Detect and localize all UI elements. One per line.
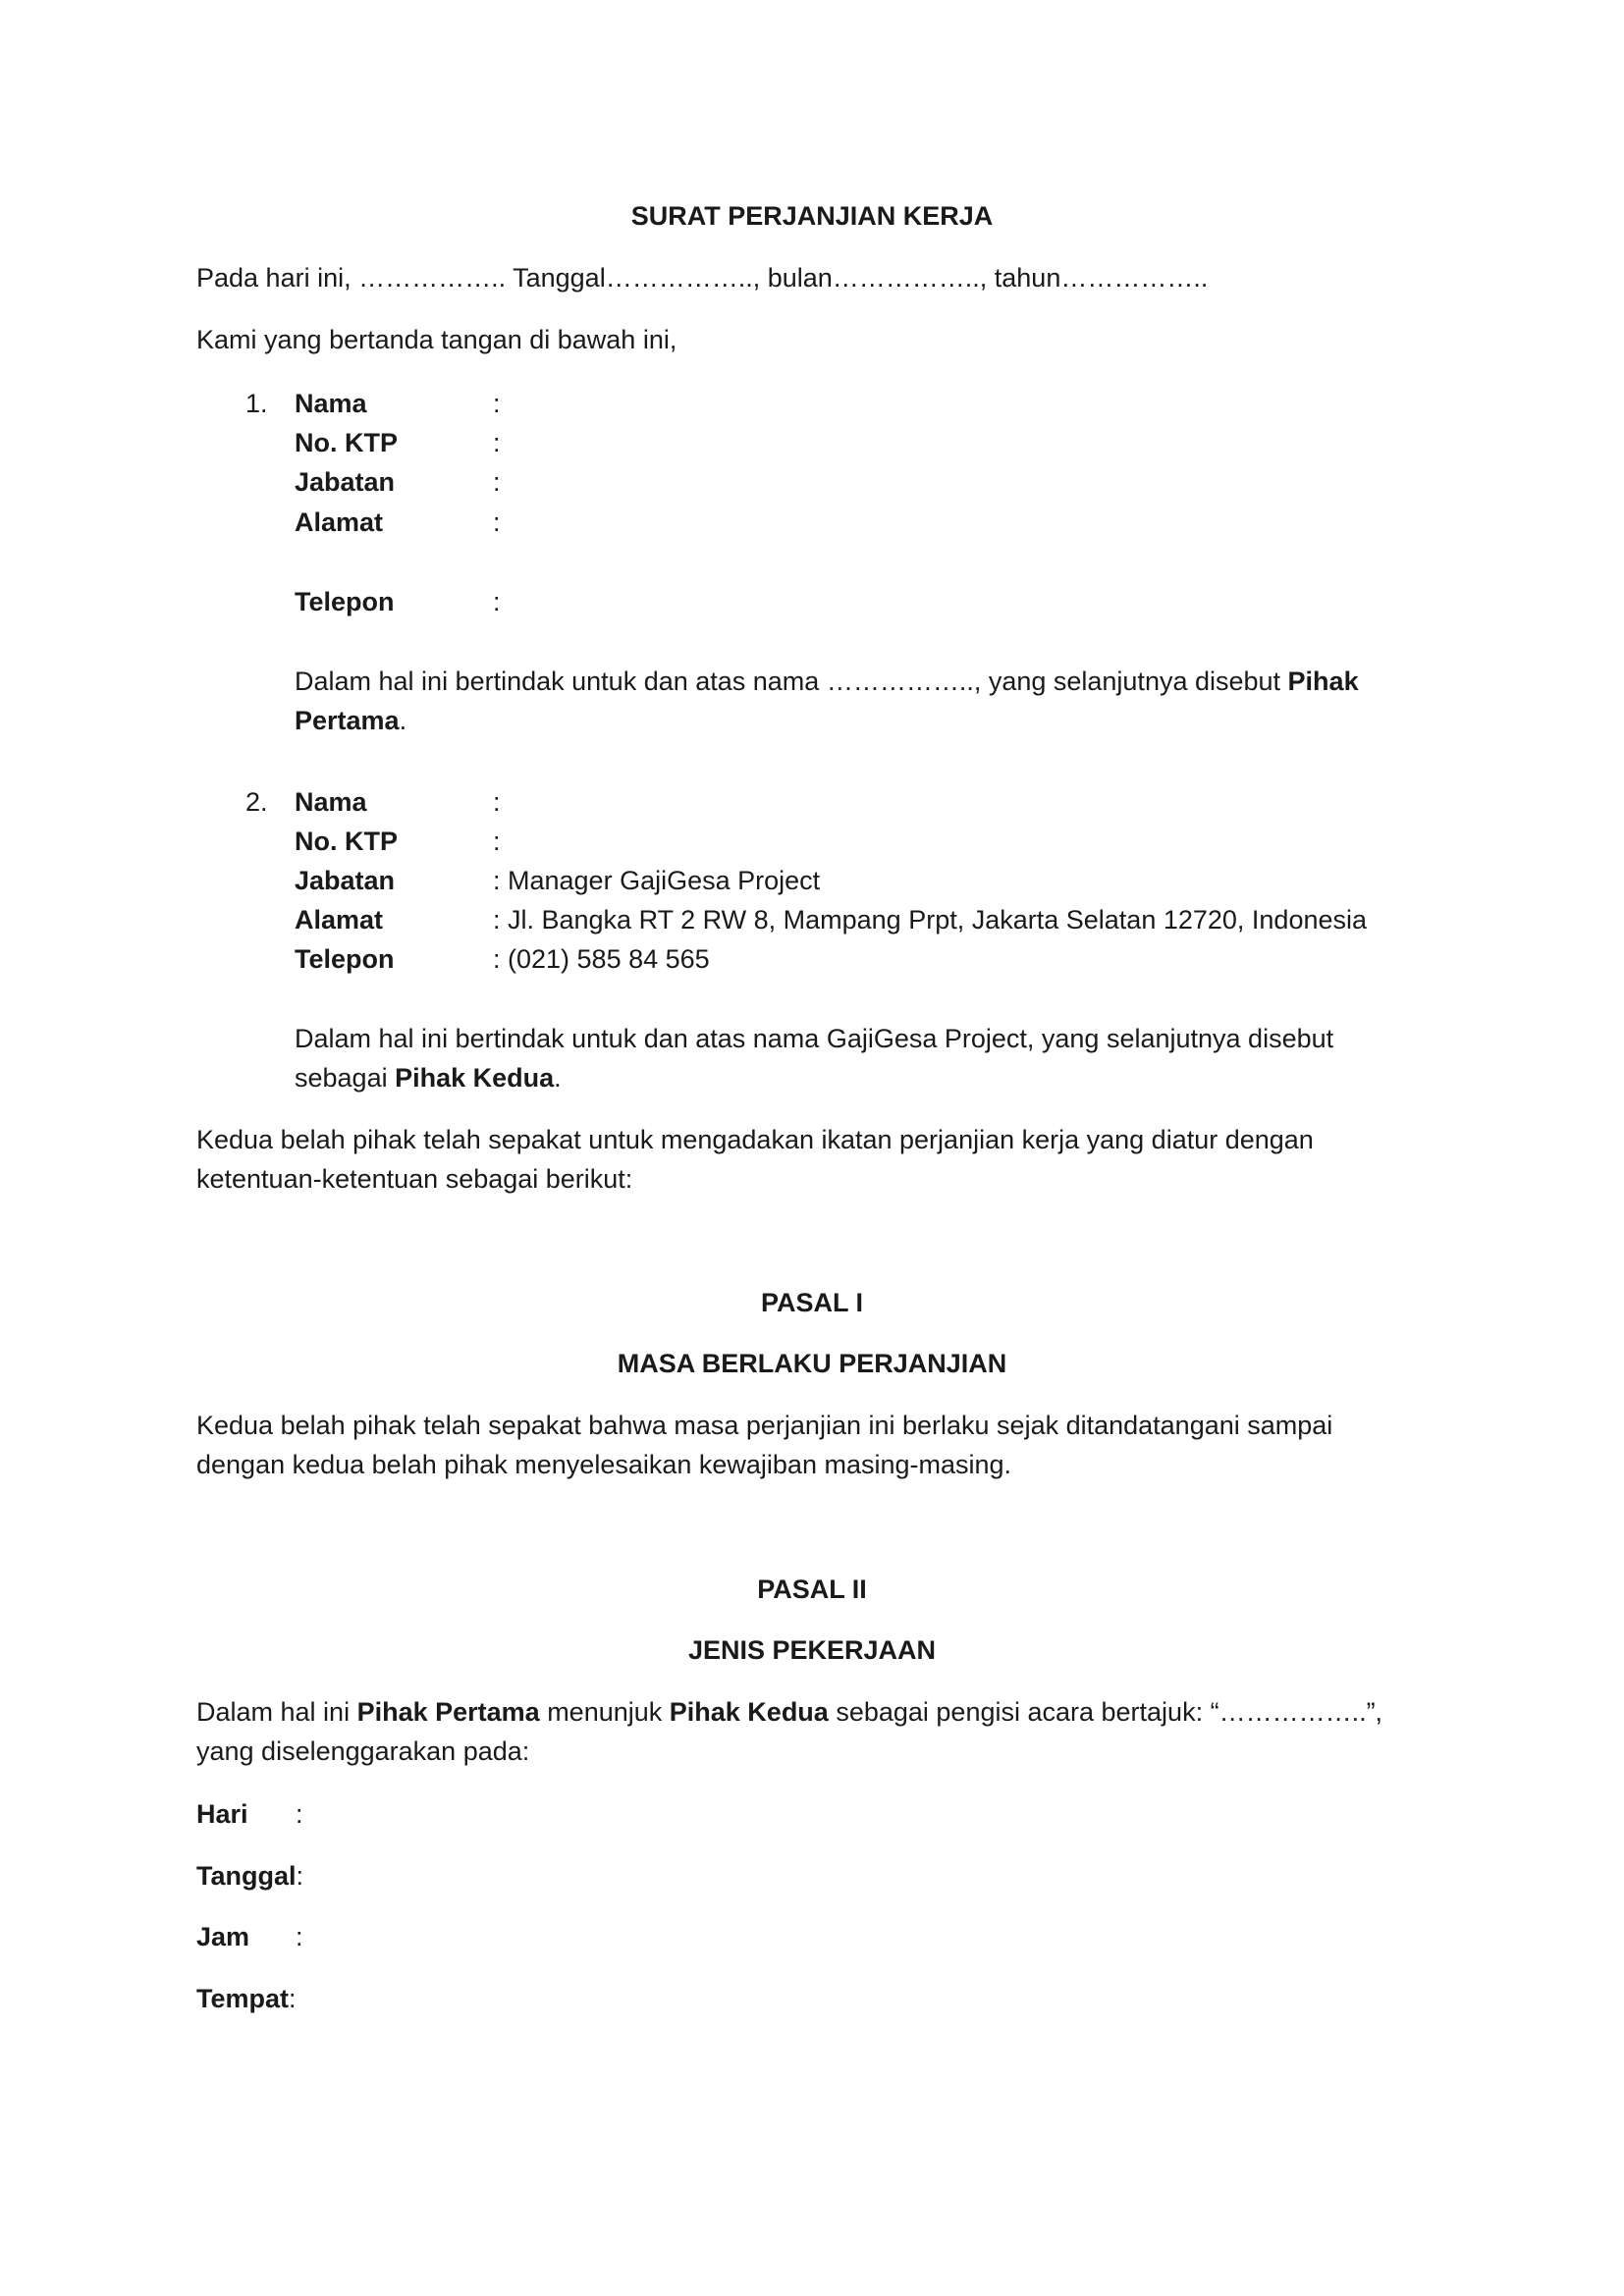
party-2-statement-line2 [295,1058,562,1097]
party-2-role-bold: Pihak Kedua [395,1063,555,1093]
event-tempat-label: Tempat [196,1984,290,2013]
party-1-statement-text: Dalam hal ini bertindak untuk dan atas nama …………….., yang selanjutnya disebut [295,667,1288,696]
party-2-statement-suffix: . [554,1063,562,1093]
event-tempat-colon: : [289,1984,297,2013]
party-1-statement-line1 [295,662,1359,701]
party-2-statement-prefix: sebagai [295,1063,396,1093]
party-1-jabatan-value: : [493,467,501,497]
party-2-name-label: Nama [295,787,367,817]
agreement-line2: ketentuan-ketentuan sebagai berikut: [196,1164,633,1194]
document-title: SURAT PERJANJIAN KERJA [630,201,994,231]
pasal-1-subheading: MASA BERLAKU PERJANJIAN [617,1349,1007,1378]
party-1-ktp-value: : [493,428,501,457]
party-1-statement-line2 [295,701,406,740]
pasal-1-line1: Kedua belah pihak telah sepakat bahwa masa perjanjian ini berlaku sejak ditandatangani sampai [196,1411,1333,1440]
event-jam-label: Jam [196,1922,250,1951]
pasal-2-pihak-pertama: Pihak Pertama [356,1697,540,1727]
party-1-number: 1. [245,389,268,418]
pasal-2-heading: PASAL II [757,1575,867,1604]
pasal-2-text-a: Dalam hal ini [196,1697,357,1727]
pasal-2-line2: yang diselenggarakan pada: [196,1736,530,1766]
pasal-2-line1 [196,1692,1382,1732]
party-2-jabatan-value: : Manager GajiGesa Project [493,866,821,895]
party-2-name-value: : [493,787,501,817]
pasal-2-pihak-kedua: Pihak Kedua [669,1697,829,1727]
signatories-line: Kami yang bertanda tangan di bawah ini, [196,325,677,354]
party-2-alamat-value: : Jl. Bangka RT 2 RW 8, Mampang Prpt, Jakarta Selatan 12720, Indonesia [493,905,1368,934]
party-2-statement-line1: Dalam hal ini bertindak untuk dan atas nama GajiGesa Project, yang selanjutnya disebut [295,1024,1334,1053]
party-1-role-bold: Pertama [295,706,400,735]
party-1-alamat-label: Alamat [295,507,384,537]
party-2-ktp-value: : [493,827,501,856]
party-2-ktp-label: No. KTP [295,827,398,856]
pasal-2-subheading: JENIS PEKERJAAN [687,1635,937,1665]
party-2-telepon-value: : (021) 585 84 565 [493,944,710,974]
event-tanggal-label: Tanggal [196,1861,297,1891]
pasal-1-heading: PASAL I [760,1288,864,1317]
event-jam-colon: : [296,1922,303,1951]
event-tanggal-colon: : [296,1861,304,1891]
party-1-jabatan-label: Jabatan [295,467,396,497]
party-1-name-label: Nama [295,389,367,418]
party-1-statement-suffix: . [399,706,407,735]
party-2-alamat-label: Alamat [295,905,384,934]
party-1-statement-bold: Pihak [1287,667,1359,696]
date-line: Pada hari ini, …………….. Tanggal…………….., bulan…………….., tahun…………….. [196,263,1209,293]
party-1-telepon-label: Telepon [295,587,395,616]
party-1-ktp-label: No. KTP [295,428,398,457]
agreement-line1: Kedua belah pihak telah sepakat untuk mengadakan ikatan perjanjian kerja yang diatur dengan [196,1125,1314,1154]
pasal-2-text-c: menunjuk [539,1697,670,1727]
party-1-alamat-value: : [493,507,501,537]
pasal-1-line2: dengan kedua belah pihak menyelesaikan kewajiban masing-masing. [196,1450,1012,1479]
party-2-telepon-label: Telepon [295,944,395,974]
event-hari-label: Hari [196,1799,248,1829]
event-tanggal-row [196,1856,303,1896]
party-1-name-value: : [493,389,501,418]
event-tempat-row [196,1979,297,2018]
party-1-telepon-value: : [493,587,501,616]
party-2-jabatan-label: Jabatan [295,866,396,895]
event-hari-colon: : [296,1799,303,1829]
party-2-number: 2. [245,787,268,817]
pasal-2-text-e: sebagai pengisi acara bertajuk: “……………..”, [828,1697,1383,1727]
